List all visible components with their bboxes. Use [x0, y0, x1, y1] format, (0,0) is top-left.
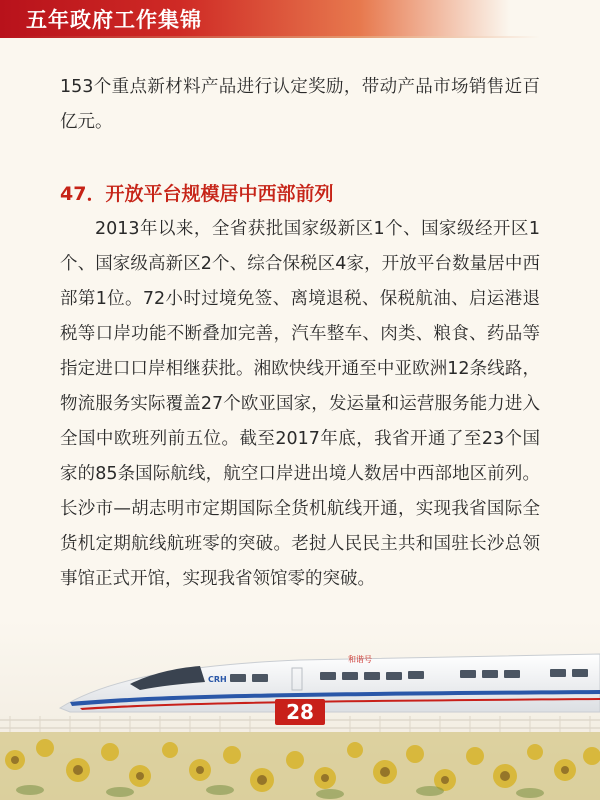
train-name-label: 和谐号 — [348, 655, 372, 664]
header-bar — [0, 0, 600, 36]
page-number: 28 — [275, 699, 325, 725]
section-paragraph: 2013年以来，全省获批国家级新区1个、国家级经开区1个、国家级高新区2个、综合保税区4家，开放平台数量居中西部第1位。72小时过境免签、离境退税、保税航油、启运港退税等口岸功能不断叠加完善，汽车整车、肉类、粮食、药品等指定进口口岸相继获批。湘欧快线开通至中亚欧洲12条线路，物流服务实际覆盖27个欧亚国家，发运量和运营服务能力进入全国中欧班列前五位。截至2017年底，我省开通了至23个国家的85条国际航线，航空口岸进出境人数居中西部地区前列。长沙市—胡志明市定期国际全货机航线开通，实现我省国际全货机定期航线航班零的突破。老挝人民民主共和国驻长沙总领事馆正式开馆，实现我省领馆零的突破。 — [60, 219, 540, 589]
section-title: 47．开放平台规模居中西部前列 — [60, 183, 334, 205]
train-brand-logo: CRH — [208, 675, 227, 684]
page-header-title: 五年政府工作集锦 — [26, 8, 202, 32]
document-body — [60, 70, 540, 597]
intro-paragraph: 153个重点新材料产品进行认定奖励，带动产品市场销售近百亿元。 — [60, 77, 540, 132]
header-divider — [0, 36, 600, 38]
